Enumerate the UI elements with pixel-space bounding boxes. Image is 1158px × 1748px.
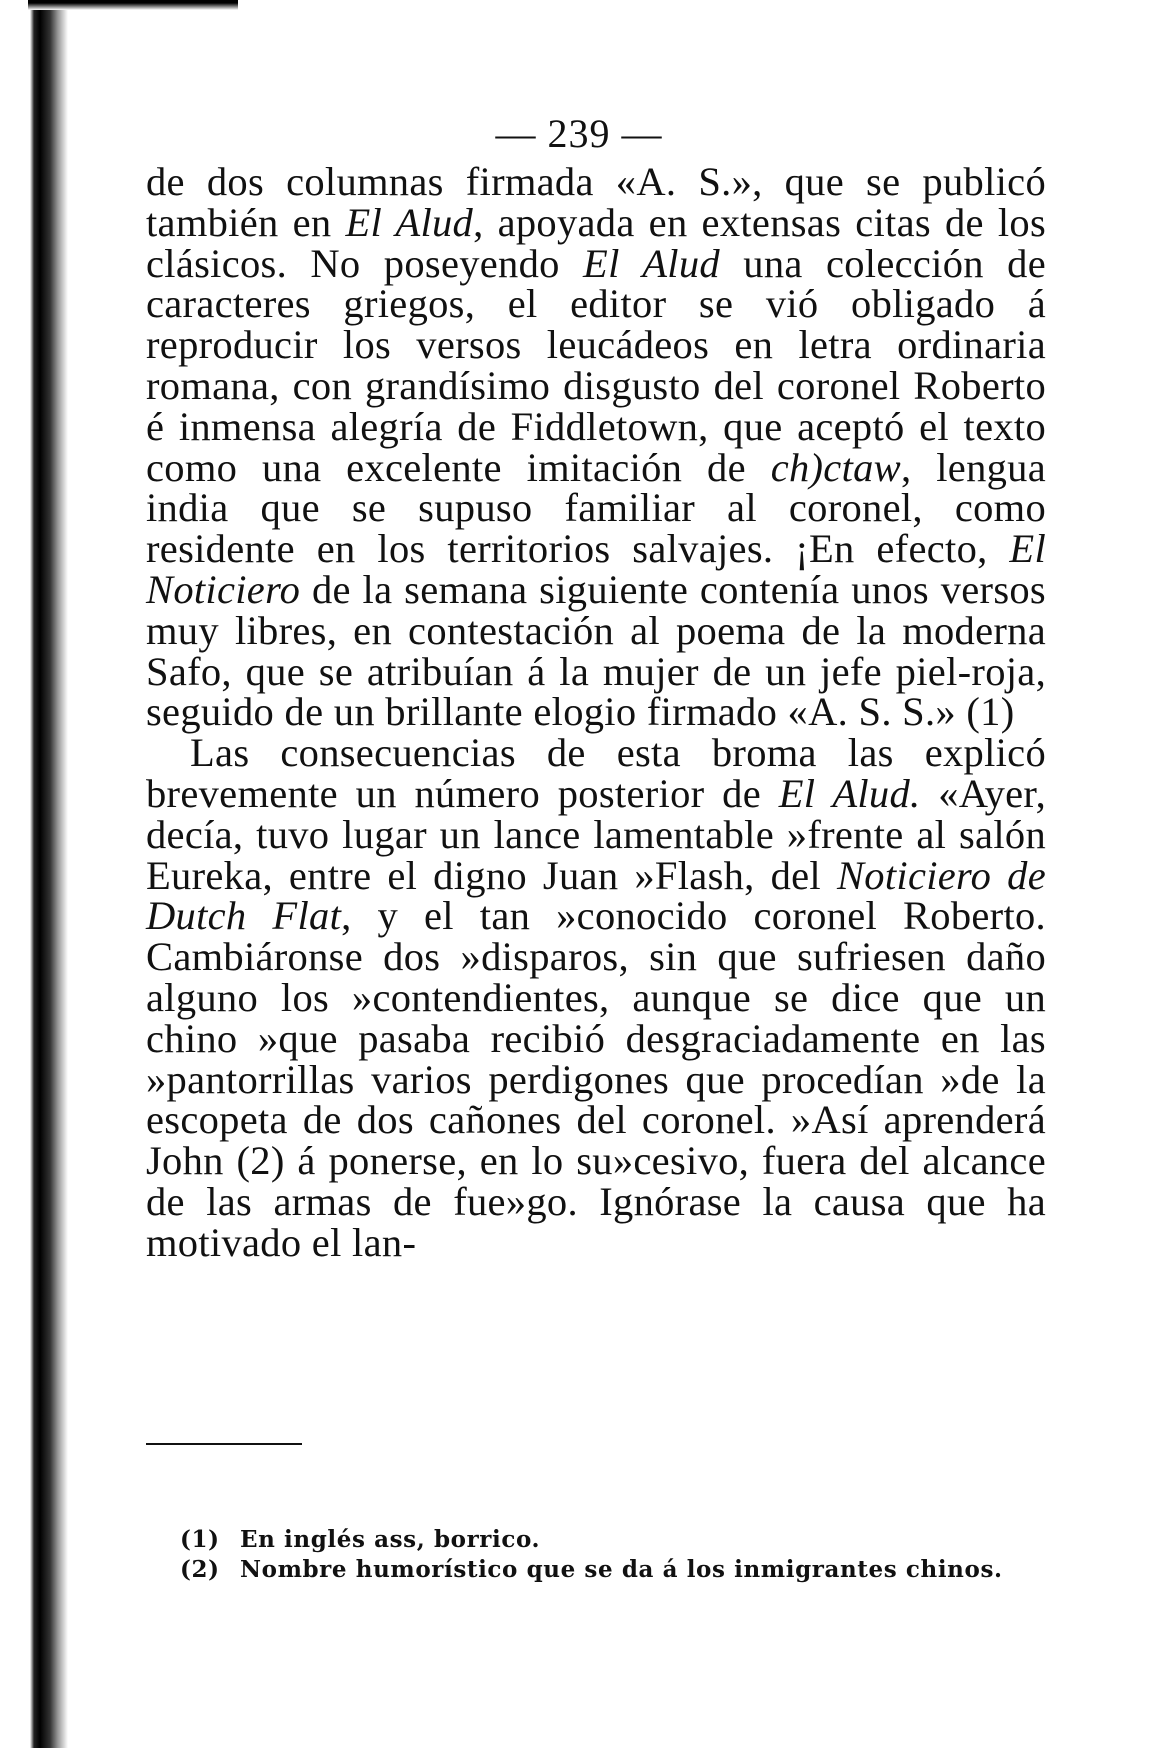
- page-number: — 239 —: [495, 111, 663, 156]
- footnotes: [180, 1525, 1060, 1585]
- paragraph-1: de dos columnas firmada «A. S.», que se publicó también en El Alud, apoyada en extensas citas de los clásicos. No poseyendo El Alud una colección de caracteres griegos, el editor se vió obligado á reproducir los versos leucádeos en letra ordinaria romana, con grandísimo disgusto del coronel Roberto é inmensa alegría de Fiddletown, que aceptó el texto como una excelente imitación de ch)ctaw, lengua india que se supuso familiar al coronel, como residente en los territorios salvajes. ¡En efecto, El Noticiero de la semana siguiente contenía unos versos muy libres, en contestación al poema de la moderna Safo, que se atribuían á la mujer de un jefe piel-roja, seguido de un brillante elogio firmado «A. S. S.» (1): [146, 159, 1047, 735]
- footnote-1: (1) En inglés ass, borrico.: [180, 1526, 541, 1553]
- paragraph-2: Las consecuencias de esta broma las explicó brevemente un número posterior de El Alud. «Ayer, decía, tuvo lugar un lance lamentable »frente al salón Eureka, entre el digno Juan »Flash, del Noticiero de Dutch Flat, y el tan »conocido coronel Roberto. Cambiáronse dos »disparos, sin que sufriesen daño alguno los »contendientes, aunque se dice que un chino »que pasaba recibió desgraciadamente en las »pantorrillas varios perdigones que procedían »de la escopeta de dos cañones del coronel. »Así aprenderá John (2) á ponerse, en lo su»cesivo, fuera del alcance de las armas de fue»go. Ignórase la causa que ha motivado el lan-: [146, 730, 1047, 1265]
- footnote-2: (2) Nombre humorístico que se da á los inmigrantes chinos.: [180, 1556, 1003, 1583]
- binding-top-edge: [28, 0, 238, 10]
- footnote-rule: [146, 1443, 302, 1445]
- body-text: [146, 159, 1047, 1265]
- book-binding-shadow: [0, 0, 70, 1748]
